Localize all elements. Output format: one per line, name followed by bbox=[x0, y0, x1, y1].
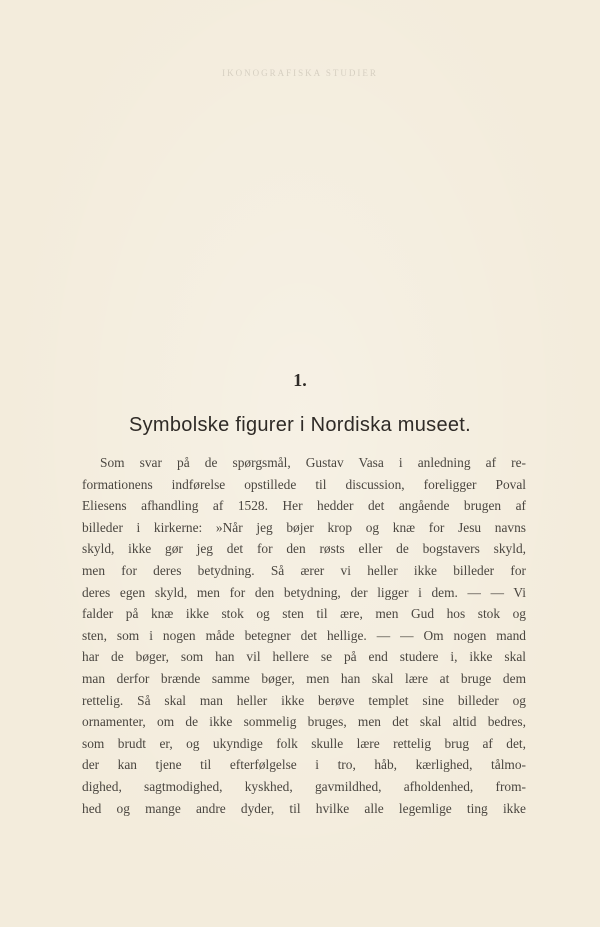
text-line: ornamenter, om de ikke sommelig bruges, men det skal altid bedres, bbox=[82, 714, 526, 730]
text-line: man derfor brænde samme bøger, men han skal lære at bruge dem bbox=[82, 670, 526, 686]
text-line: formationens indførelse opstillede til discussion, foreligger Poval bbox=[82, 476, 526, 492]
text-line: men for deres betydning. Så ærer vi heller ikke billeder for bbox=[82, 562, 526, 578]
text-line: hed og mange andre dyder, til hvilke alle legemlige ting ikke bbox=[82, 800, 526, 816]
chapter-title: Symbolske figurer i Nordiska museet. bbox=[128, 414, 472, 436]
chapter-number: 1. bbox=[293, 370, 307, 390]
text-line: falder på knæ ikke stok og sten til ære, men Gud hos stok og bbox=[82, 606, 526, 622]
text-line: der kan tjene til efterfølgelse i tro, håb, kærlighed, tålmo- bbox=[82, 757, 526, 773]
text-line: deres egen skyld, men for den betydning, der ligger i dem. — — Vi bbox=[82, 584, 526, 600]
body-paragraph bbox=[82, 452, 526, 819]
text-line: har de bøger, som han vil hellere se på end studere i, ikke skal bbox=[82, 649, 526, 665]
text-line: sten, som i nogen måde betegner det hellige. — — Om nogen mand bbox=[82, 627, 526, 643]
text-line: som brudt er, og ukyndige folk skulle lære rettelig brug af det, bbox=[82, 735, 526, 751]
text-line: Eliesens afhandling af 1528. Her hedder det angående brugen af bbox=[82, 498, 526, 514]
text-line: billeder i kirkerne: »Når jeg bøjer krop og knæ for Jesu navns bbox=[82, 519, 526, 535]
text-line: skyld, ikke gør jeg det for den røsts eller de bogstavers skyld, bbox=[82, 541, 526, 557]
text-line: Som svar på de spørgsmål, Gustav Vasa i anledning af re- bbox=[100, 455, 526, 470]
show-through-header: IKONOGRAFISKA STUDIER bbox=[222, 68, 378, 78]
text-line: dighed, sagtmodighed, kyskhed, gavmildhed, afholdenhed, from- bbox=[82, 778, 526, 794]
text-line: rettelig. Så skal man heller ikke berøve templet sine billeder og bbox=[82, 692, 526, 708]
